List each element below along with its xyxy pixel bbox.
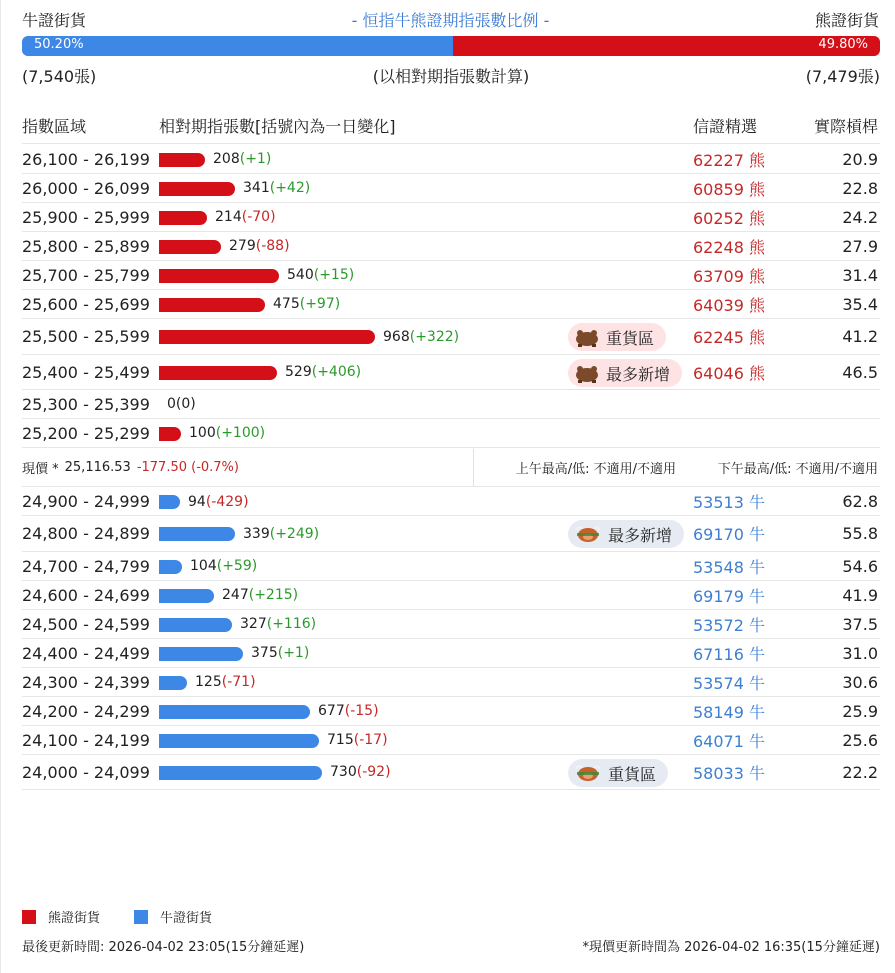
contract-amount [383, 319, 459, 354]
effective-leverage: 55.8 [842, 524, 878, 543]
header-range: 指數區域 [22, 117, 87, 136]
bear-count: (7,479張) [805, 67, 880, 86]
contract-value: 214 [215, 209, 242, 225]
contract-amount [213, 145, 271, 173]
index-range: 26,100 - 26,199 [22, 149, 150, 169]
bull-ratio-label: 50.20% [34, 37, 84, 52]
contract-value: 327 [240, 616, 267, 632]
effective-leverage: 41.2 [842, 327, 878, 346]
bull-row [22, 552, 880, 581]
effective-leverage: 22.2 [842, 762, 878, 782]
contract-amount [273, 290, 340, 318]
effective-leverage: 25.9 [842, 701, 878, 721]
bear-mascot-icon [574, 327, 600, 347]
daily-change: (+215) [248, 587, 299, 603]
daily-change: (+1) [277, 645, 310, 661]
contract-value: 104 [190, 558, 217, 574]
warrant-code-link[interactable]: 62248 熊 [693, 237, 765, 257]
warrant-code-link[interactable]: 64071 牛 [693, 731, 765, 751]
contract-amount [222, 581, 298, 609]
contract-value: 0 [167, 396, 176, 412]
contract-amount [190, 552, 257, 580]
index-range: 25,300 - 25,399 [22, 394, 150, 414]
bull-row [22, 639, 880, 668]
daily-change: (-88) [255, 238, 290, 254]
tag-label: 重貨區 [608, 764, 657, 784]
spot-price-row [22, 449, 880, 487]
effective-leverage: 31.4 [842, 265, 878, 285]
index-range: 24,100 - 24,199 [22, 730, 150, 750]
bull-row [22, 581, 880, 610]
bull-row [22, 755, 880, 790]
index-range: 24,200 - 24,299 [22, 701, 150, 721]
warrant-code-link[interactable]: 53572 牛 [693, 615, 765, 635]
legend-bull-label: 牛證街貨 [160, 911, 213, 926]
index-range: 25,600 - 25,699 [22, 294, 150, 314]
daily-change: (-70) [241, 209, 276, 225]
contract-amount [243, 516, 319, 551]
count-note: (以相對期指張數計算) [372, 67, 530, 86]
bear-row [22, 419, 880, 448]
daily-change: (+322) [409, 328, 460, 345]
effective-leverage: 27.9 [842, 236, 878, 256]
bull-mascot-icon [574, 524, 602, 544]
bear-row [22, 355, 880, 390]
contract-amount [188, 488, 249, 515]
daily-change: (-15) [344, 703, 379, 719]
bull-row [22, 610, 880, 639]
tag-label: 最多新增 [608, 525, 673, 545]
bear-contract-bar [159, 182, 235, 196]
am-high-low: 上午最高/低: 不適用/不適用 [515, 462, 676, 477]
effective-leverage: 30.6 [842, 672, 878, 692]
daily-change: (+42) [269, 180, 311, 196]
contract-amount [330, 755, 391, 789]
daily-change: (+100) [215, 425, 266, 441]
index-range: 24,000 - 24,099 [22, 762, 150, 782]
contract-amount [285, 355, 361, 389]
contract-amount [240, 610, 316, 638]
bear-rows [22, 145, 880, 448]
bull-contract-bar [159, 589, 214, 603]
daily-change: (+1) [239, 151, 272, 167]
daily-change: (+97) [299, 296, 341, 312]
bear-highlight-tag[interactable] [568, 323, 666, 351]
warrant-code-link[interactable]: 60859 熊 [693, 179, 765, 199]
header-contracts: 相對期指張數[括號內為一日變化] [159, 117, 396, 136]
contract-amount [189, 419, 265, 447]
daily-change: (+249) [269, 525, 320, 542]
bear-mascot-icon [574, 363, 600, 383]
contract-value: 540 [287, 267, 314, 283]
index-range: 24,300 - 24,399 [22, 672, 150, 692]
contract-value: 125 [195, 674, 222, 690]
warrant-code-link[interactable]: 58033 牛 [693, 763, 765, 783]
price-updated: *現價更新時間為 2026-04-02 16:35(15分鐘延遲) [582, 940, 880, 955]
bear-contract-bar [159, 153, 205, 167]
bear-row [22, 232, 880, 261]
effective-leverage: 54.6 [842, 556, 878, 576]
contract-amount [229, 232, 290, 260]
bull-contract-bar [159, 560, 182, 574]
bear-row [22, 390, 880, 419]
contract-value: 100 [189, 425, 216, 441]
bull-title: 牛證街貨 [22, 11, 87, 30]
index-range: 25,200 - 25,299 [22, 423, 150, 443]
index-range: 24,400 - 24,499 [22, 643, 150, 663]
effective-leverage: 31.0 [842, 643, 878, 663]
bull-row [22, 488, 880, 516]
bull-row [22, 697, 880, 726]
divider [473, 449, 474, 486]
bull-contract-bar [159, 527, 235, 541]
effective-leverage: 20.9 [842, 149, 878, 169]
bear-contract-bar [159, 427, 181, 441]
daily-change: (+15) [313, 267, 355, 283]
last-updated: 最後更新時間: 2026-04-02 23:05(15分鐘延遲) [22, 940, 305, 955]
effective-leverage: 22.8 [842, 178, 878, 198]
bull-contract-bar [159, 647, 243, 661]
bear-contract-bar [159, 366, 277, 380]
warrant-code-link[interactable]: 62227 熊 [693, 150, 765, 170]
contract-value: 475 [273, 296, 300, 312]
bear-row [22, 319, 880, 355]
legend-bull [134, 907, 212, 926]
contract-amount [167, 390, 196, 418]
bull-contract-bar [159, 618, 232, 632]
bull-highlight-tag[interactable] [568, 759, 668, 787]
bull-mascot-icon [574, 763, 602, 783]
contract-value: 339 [243, 525, 270, 542]
index-range: 25,800 - 25,899 [22, 236, 150, 256]
index-range: 24,500 - 24,599 [22, 614, 150, 634]
daily-change: (+59) [216, 558, 258, 574]
warrant-code-link[interactable]: 67116 牛 [693, 644, 765, 664]
panel-header [22, 8, 879, 30]
contract-amount [327, 726, 388, 754]
bear-row [22, 174, 880, 203]
bear-highlight-tag[interactable] [568, 359, 682, 387]
contract-value: 529 [285, 364, 312, 380]
warrant-code-link[interactable]: 53513 牛 [693, 493, 765, 512]
index-range: 25,500 - 25,599 [22, 327, 150, 346]
warrant-code-link[interactable]: 69170 牛 [693, 525, 765, 544]
table-header [22, 114, 880, 144]
daily-change: (+406) [311, 364, 362, 380]
contract-value: 715 [327, 732, 354, 748]
bull-ratio-fill [22, 36, 453, 56]
contract-value: 968 [383, 328, 410, 345]
daily-change: (+116) [266, 616, 317, 632]
contract-value: 730 [330, 764, 357, 780]
bull-bear-ratio-bar [22, 36, 880, 56]
bear-contract-bar [159, 211, 207, 225]
header-pick: 信證精選 [693, 117, 758, 136]
index-range: 25,400 - 25,499 [22, 362, 150, 382]
contract-amount [318, 697, 379, 725]
legend-bear-label: 熊證街貨 [48, 911, 101, 926]
spot-label: 現價 * [22, 462, 59, 477]
pm-high-low: 下午最高/低: 不適用/不適用 [717, 462, 878, 477]
contract-value: 247 [222, 587, 249, 603]
bull-highlight-tag[interactable] [568, 520, 684, 548]
contract-amount [195, 668, 256, 696]
bull-contract-bar [159, 705, 310, 719]
index-range: 25,700 - 25,799 [22, 265, 150, 285]
bull-swatch [134, 910, 148, 924]
warrant-code-link[interactable]: 63709 熊 [693, 266, 765, 286]
bear-ratio-label: 49.80% [818, 37, 868, 52]
contract-value: 341 [243, 180, 270, 196]
chart-title: - 恒指牛熊證期指張數比例 - [351, 11, 550, 30]
warrant-code-link[interactable]: 58149 牛 [693, 702, 765, 722]
index-range: 24,600 - 24,699 [22, 585, 150, 605]
bear-contract-bar [159, 330, 375, 344]
index-range: 24,800 - 24,899 [22, 524, 150, 543]
bull-contract-bar [159, 676, 187, 690]
effective-leverage: 37.5 [842, 614, 878, 634]
index-range: 24,900 - 24,999 [22, 492, 150, 511]
bear-swatch [22, 910, 36, 924]
bear-row [22, 203, 880, 232]
warrant-code-link[interactable]: 62245 熊 [693, 328, 765, 347]
legend-bear [22, 907, 100, 926]
bear-contract-bar [159, 269, 279, 283]
bull-contract-bar [159, 734, 319, 748]
warrant-code-link[interactable]: 69179 牛 [693, 586, 765, 606]
effective-leverage: 24.2 [842, 207, 878, 227]
warrant-code-link[interactable]: 53574 牛 [693, 673, 765, 693]
contract-counts [22, 64, 880, 86]
bear-contract-bar [159, 240, 221, 254]
spot-change: -177.50 (-0.7%) [136, 460, 239, 475]
daily-change: (-71) [221, 674, 256, 690]
daily-change: (-17) [353, 732, 388, 748]
contract-amount [251, 639, 309, 667]
spot-row-wrap [22, 449, 880, 487]
contract-amount [287, 261, 354, 289]
spot-price: 25,116.53 [64, 460, 131, 475]
daily-change: (-429) [205, 493, 249, 510]
contract-value: 375 [251, 645, 278, 661]
bear-contract-bar [159, 298, 265, 312]
bear-title: 熊證街貨 [814, 11, 879, 30]
warrant-code-link[interactable]: 53548 牛 [693, 557, 765, 577]
effective-leverage: 46.5 [842, 362, 878, 382]
contract-value: 208 [213, 151, 240, 167]
bull-row [22, 516, 880, 552]
effective-leverage: 41.9 [842, 585, 878, 605]
index-range: 24,700 - 24,799 [22, 556, 150, 576]
warrant-code-link[interactable]: 60252 熊 [693, 208, 765, 228]
bull-count: (7,540張) [22, 67, 97, 86]
effective-leverage: 25.6 [842, 730, 878, 750]
contract-value: 279 [229, 238, 256, 254]
index-range: 26,000 - 26,099 [22, 178, 150, 198]
contract-amount [215, 203, 276, 231]
bull-row [22, 668, 880, 697]
warrant-code-link[interactable]: 64039 熊 [693, 295, 765, 315]
legend [22, 907, 246, 926]
header-leverage: 實際槓桿 [813, 117, 878, 136]
warrant-code-link[interactable]: 64046 熊 [693, 363, 765, 383]
bear-ratio-fill [453, 36, 880, 56]
bull-row [22, 726, 880, 755]
bear-row [22, 290, 880, 319]
bear-row [22, 261, 880, 290]
contract-value: 677 [318, 703, 345, 719]
contract-value: 94 [188, 493, 206, 510]
effective-leverage: 62.8 [842, 492, 878, 511]
bear-row [22, 145, 880, 174]
bull-rows [22, 488, 880, 790]
tag-label: 重貨區 [606, 328, 655, 348]
daily-change: (0) [175, 396, 196, 412]
bull-contract-bar [159, 766, 322, 780]
bull-contract-bar [159, 495, 180, 509]
tag-label: 最多新增 [606, 364, 671, 384]
contract-amount [243, 174, 310, 202]
effective-leverage: 35.4 [842, 294, 878, 314]
index-range: 25,900 - 25,999 [22, 207, 150, 227]
daily-change: (-92) [356, 764, 391, 780]
